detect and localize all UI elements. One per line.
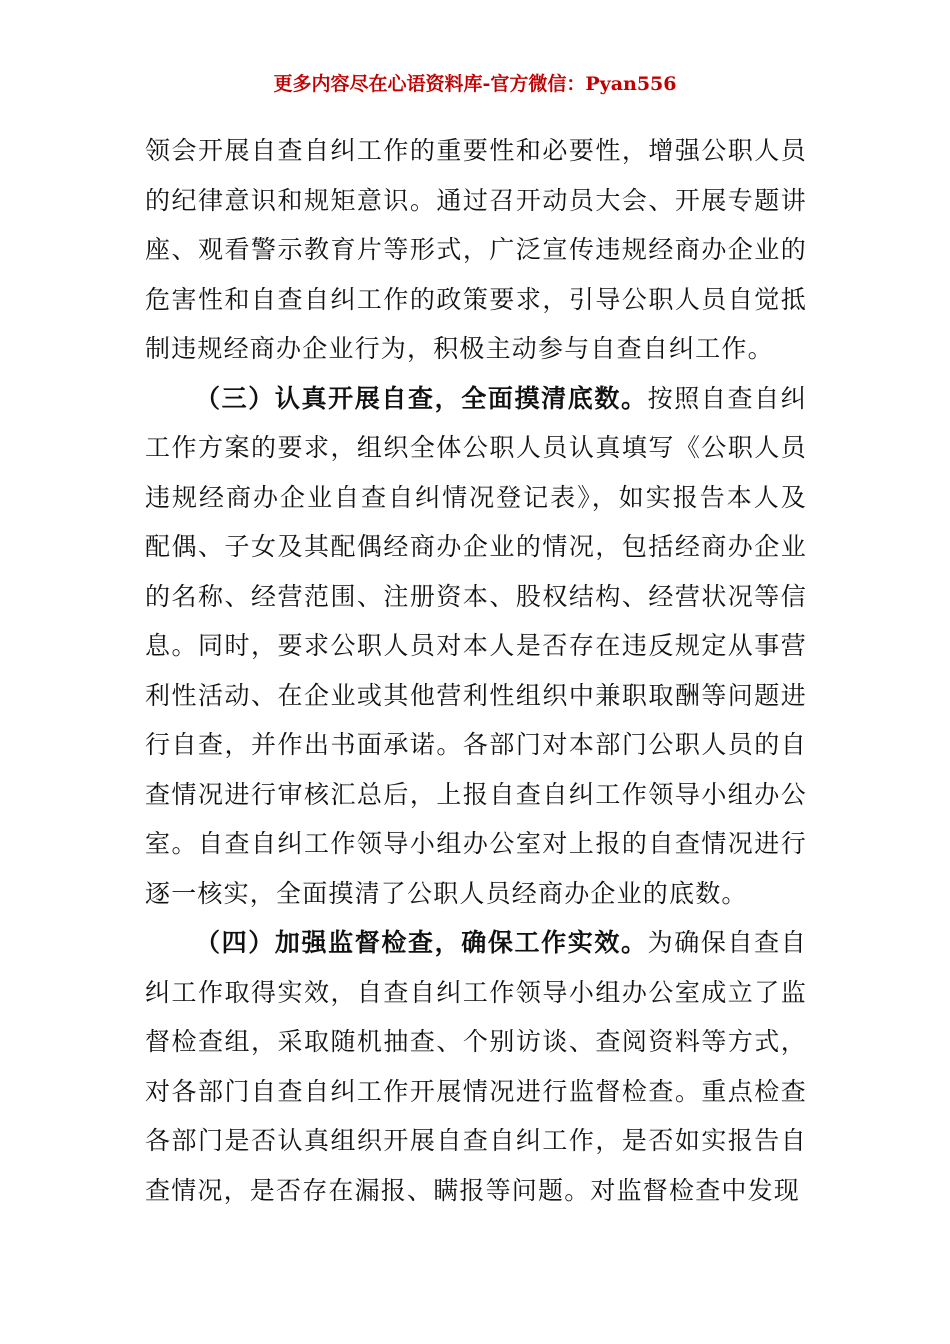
watermark-header: 更多内容尽在心语资料库-官方微信：Pyan556 bbox=[273, 73, 677, 95]
document-body bbox=[145, 126, 807, 1215]
paragraph-text: 领会开展自查自纠工作的重要性和必要性，增强公职人员的纪律意识和规矩意识。通过召开动员大会、开展专题讲座、观看警示教育片等形式，广泛宣传违规经商办企业的危害性和自查自纠工作的政策要求，引导公职人员自觉抵制违规经商办企业行为，积极主动参与自查自纠工作。 bbox=[145, 136, 807, 363]
section-3-heading: （三）认真开展自查，全面摸清底数。 bbox=[195, 383, 648, 413]
paragraph-continuation bbox=[145, 126, 807, 374]
paragraph-text: 为确保自查自纠工作取得实效，自查自纠工作领导小组办公室成立了监督检查组，采取随机抽查、个别访谈、查阅资料等方式，对各部门自查自纠工作开展情况进行监督检查。重点检查各部门是否认真组织开展自查自纠工作，是否如实报告自查情况，是否存在漏报、瞒报等问题。对监督检查中发现 bbox=[145, 928, 808, 1205]
section-4-heading: （四）加强监督检查，确保工作实效。 bbox=[195, 928, 648, 957]
paragraph-section-4 bbox=[145, 918, 807, 1215]
paragraph-section-3 bbox=[145, 374, 807, 919]
paragraph-text: 按照自查自纠工作方案的要求，组织全体公职人员认真填写《公职人员违规经商办企业自查自纠情况登记表》，如实报告本人及配偶、子女及其配偶经商办企业的情况，包括经商办企业的名称、经营范围、注册资本、股权结构、经营状况等信息。同时，要求公职人员对本人是否存在违反规定从事营利性活动、在企业或其他营利性组织中兼职取酬等问题进行自查，并作出书面承诺。各部门对本部门公职人员的自查情况进行审核汇总后，上报自查自纠工作领导小组办公室。自查自纠工作领导小组办公室对上报的自查情况进行逐一核实，全面摸清了公职人员经商办企业的底数。 bbox=[145, 383, 808, 908]
